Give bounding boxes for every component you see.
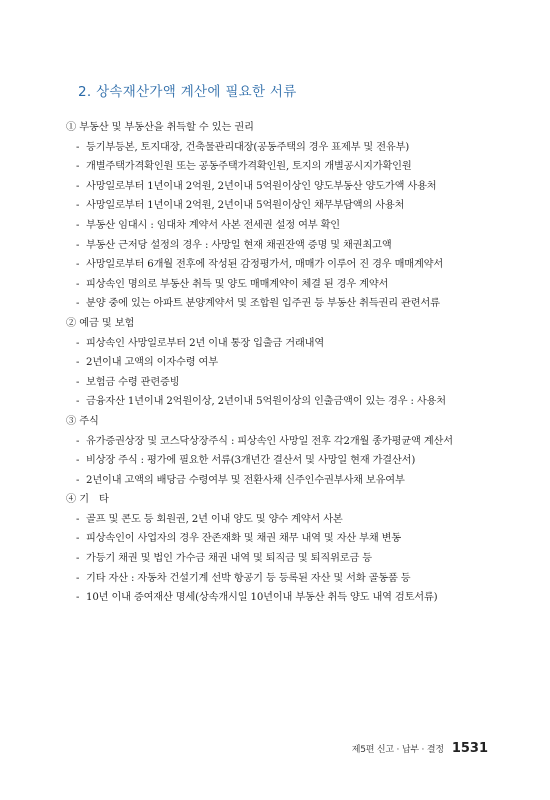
bullet-dash: - <box>76 513 80 525</box>
list-item <box>66 157 490 177</box>
page-number: 1531 <box>451 741 488 756</box>
bullet-dash: - <box>76 455 80 467</box>
section-heading: 2. 상속재산가액 계산에 필요한 서류 <box>78 84 297 100</box>
list-item-text: 2년이내 고액의 이자수령 여부 <box>86 357 218 369</box>
list-item <box>66 529 490 549</box>
list-item <box>66 471 490 491</box>
document-body <box>66 118 490 608</box>
document-section <box>66 314 490 412</box>
bullet-dash: - <box>76 474 80 486</box>
list-item <box>66 216 490 236</box>
bullet-dash: - <box>76 278 80 290</box>
bullet-dash: - <box>76 572 80 584</box>
document-section <box>66 412 490 490</box>
list-item-text: 부동산 근저당 설정의 경우 : 사망일 현재 채권잔액 증명 및 채권최고액 <box>86 239 392 251</box>
list-item <box>66 451 490 471</box>
list-item <box>66 236 490 256</box>
list-item <box>66 549 490 569</box>
list-item <box>66 373 490 393</box>
list-item-text: 비상장 주식 : 평가에 필요한 서류(3개년간 결산서 및 사망일 현재 가결산서) <box>86 455 416 467</box>
bullet-dash: - <box>76 357 80 369</box>
list-item <box>66 255 490 275</box>
list-item <box>66 196 490 216</box>
bullet-dash: - <box>76 396 80 408</box>
list-item-text: 피상속인 명의로 부동산 취득 및 양도 매매계약이 체결 된 경우 계약서 <box>86 278 389 290</box>
list-item <box>66 432 490 452</box>
bullet-dash: - <box>76 161 80 173</box>
bullet-dash: - <box>76 259 80 271</box>
section-title: ③ 주식 <box>66 415 99 427</box>
bullet-dash: - <box>76 435 80 447</box>
bullet-dash: - <box>76 376 80 388</box>
list-item-text: 사망일로부터 1년이내 2억원, 2년이내 5억원이상인 양도부동산 양도가액 사용처 <box>86 180 437 192</box>
list-item <box>66 138 490 158</box>
list-item <box>66 569 490 589</box>
list-item-text: 유가증권상장 및 코스닥상장주식 : 피상속인 사망일 전후 각2개월 종가평균액 계산서 <box>86 435 453 447</box>
list-item-text: 피상속인 사망일로부터 2년 이내 통장 입출금 거래내역 <box>86 337 325 349</box>
document-section <box>66 118 490 314</box>
list-item-text: 분양 중에 있는 아파트 분양계약서 및 조합원 입주권 등 부동산 취득권리 관련서류 <box>86 298 440 310</box>
list-item <box>66 510 490 530</box>
list-item-text: 사망일로부터 1년이내 2억원, 2년이내 5억원이상인 채무부담액의 사용처 <box>86 200 405 212</box>
list-item <box>66 294 490 314</box>
list-item <box>66 392 490 412</box>
list-item <box>66 588 490 608</box>
footer-chapter-label: 제5편 신고 · 납부 · 결정 <box>351 745 444 755</box>
bullet-dash: - <box>76 533 80 545</box>
list-item-text: 피상속인이 사업자의 경우 잔존재화 및 채권 채무 내역 및 자산 부채 변동 <box>86 533 402 545</box>
list-item-text: 골프 및 콘도 등 회원권, 2년 이내 양도 및 양수 계약서 사본 <box>86 513 343 525</box>
document-section <box>66 490 490 608</box>
section-title: ① 부동산 및 부동산을 취득할 수 있는 권리 <box>66 122 254 133</box>
section-title: ② 예금 및 보험 <box>66 317 135 329</box>
bullet-dash: - <box>76 141 80 153</box>
bullet-dash: - <box>76 592 80 604</box>
bullet-dash: - <box>76 298 80 310</box>
list-item <box>66 334 490 354</box>
list-item-text: 2년이내 고액의 배당금 수령여부 및 전환사채 신주인수권부사채 보유여부 <box>86 474 405 486</box>
list-item-text: 가등기 채권 및 법인 가수금 채권 내역 및 퇴직금 및 퇴직위로금 등 <box>86 553 372 565</box>
bullet-dash: - <box>76 180 80 192</box>
list-item-text: 부동산 임대시 : 임대차 계약서 사본 전세권 설정 여부 확인 <box>86 219 340 231</box>
list-item <box>66 177 490 197</box>
list-item-text: 10년 이내 증여재산 명세(상속개시일 10년이내 부동산 취득 양도 내역 검토서류) <box>86 592 438 604</box>
list-item-text: 개별주택가격확인원 또는 공동주택가격확인원, 토지의 개별공시지가확인원 <box>86 161 412 173</box>
list-item-text: 사망일로부터 6개월 전후에 작성된 감정평가서, 매매가 이루어 진 경우 매매계약서 <box>86 259 444 271</box>
page-footer <box>352 741 488 756</box>
bullet-dash: - <box>76 200 80 212</box>
list-item <box>66 275 490 295</box>
bullet-dash: - <box>76 219 80 231</box>
bullet-dash: - <box>76 239 80 251</box>
bullet-dash: - <box>76 337 80 349</box>
list-item <box>66 353 490 373</box>
bullet-dash: - <box>76 553 80 565</box>
list-item-text: 보험금 수령 관련증빙 <box>86 376 180 388</box>
section-title: ④ 기 타 <box>66 494 109 506</box>
list-item-text: 기타 자산 : 자동차 건설기계 선박 항공기 등 등록된 자산 및 서화 골동품 등 <box>86 572 411 584</box>
list-item-text: 등기부등본, 토지대장, 건축물관리대장(공동주택의 경우 표제부 및 전유부) <box>86 141 410 153</box>
list-item-text: 금융자산 1년이내 2억원이상, 2년이내 5억원이상의 인출금액이 있는 경우 : 사용처 <box>86 396 446 408</box>
